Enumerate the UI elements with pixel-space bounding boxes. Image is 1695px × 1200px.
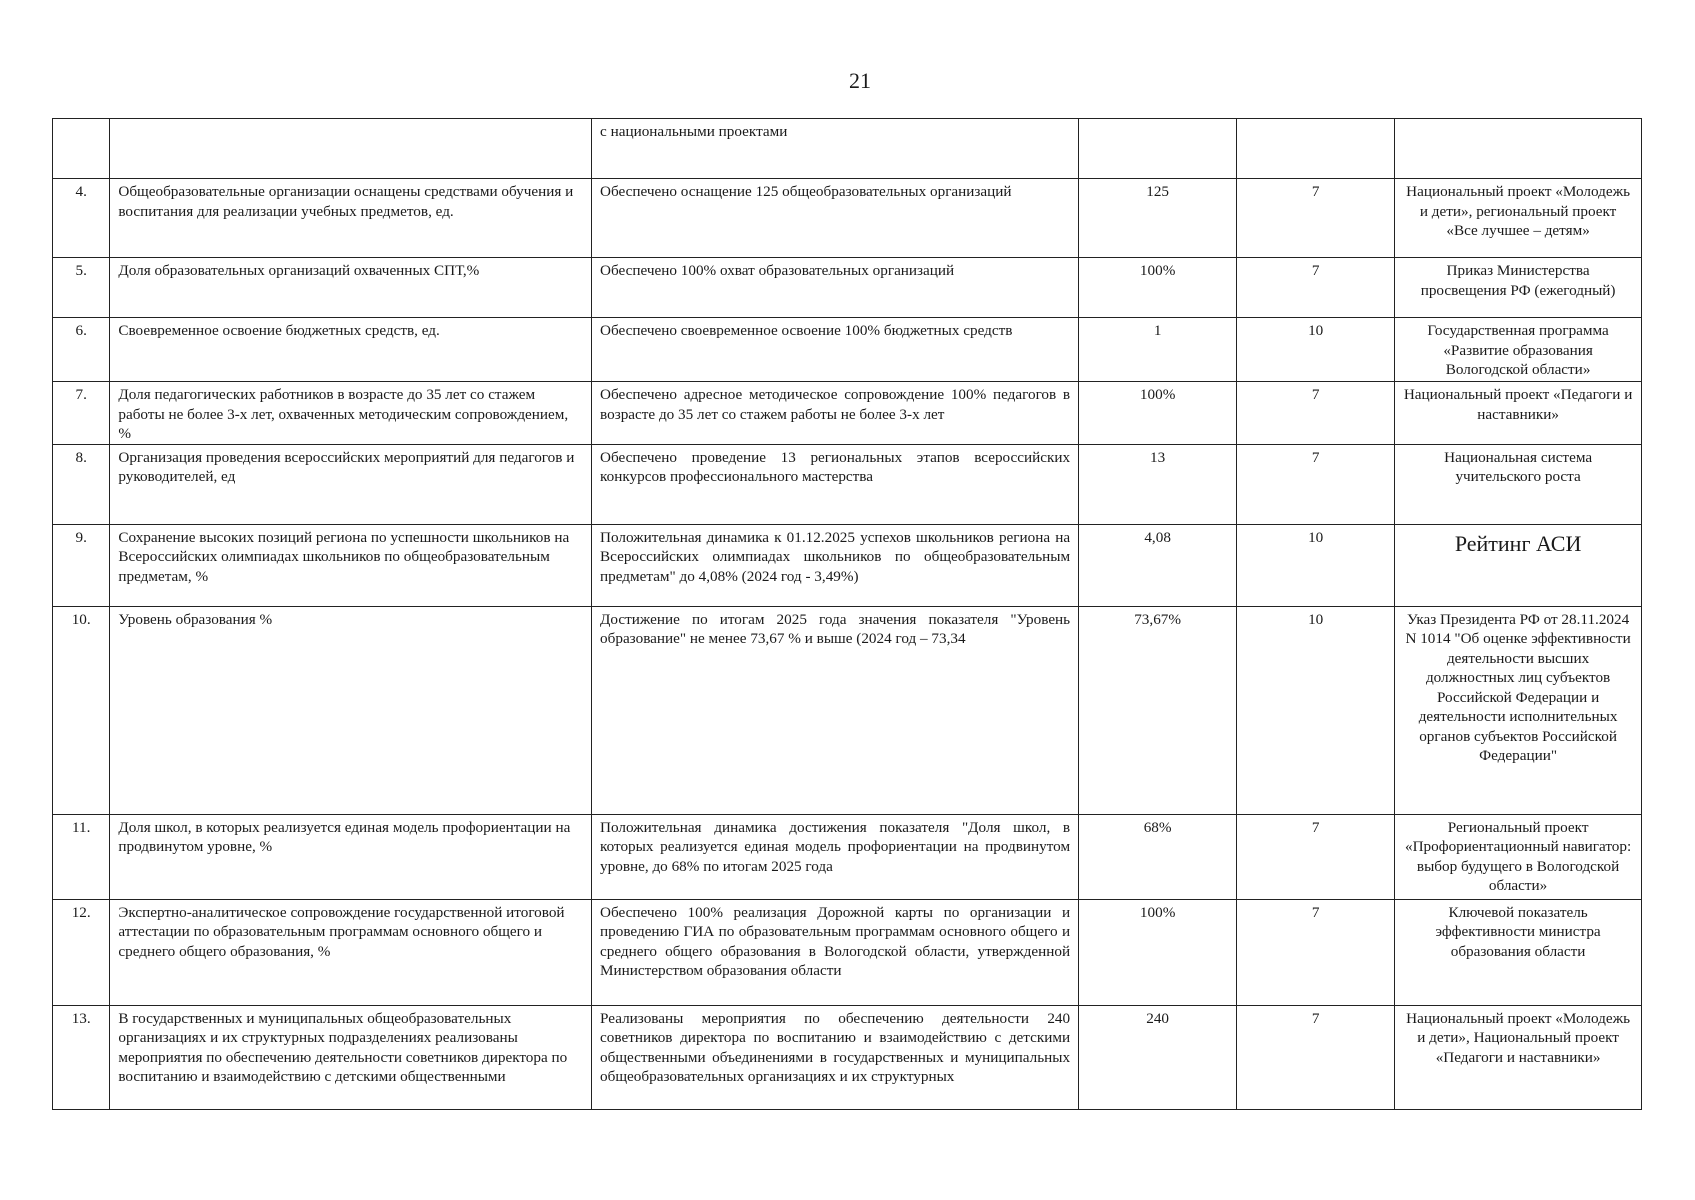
value-cell: 4,08 [1079,524,1237,606]
result-cell: Положительная динамика достижения показателя "Доля школ, в которых реализуется единая модель профориентации на продвинутом уровне, до 68% по итогам 2025 года [592,814,1079,899]
row-number: 12. [53,899,110,1005]
row-number: 10. [53,606,110,814]
source-cell: Национальный проект «Педагоги и наставники» [1395,382,1642,445]
table-row [53,524,1642,606]
result-cell: Достижение по итогам 2025 года значения показателя "Уровень образование" не менее 73,67 % и выше (2024 год – 73,34 [592,606,1079,814]
value-cell [1079,119,1237,179]
source-cell [1395,119,1642,179]
table-row [53,318,1642,382]
indicators-table [52,118,1642,1110]
indicator-cell: Организация проведения всероссийских мероприятий для педагогов и руководителей, ед [110,444,592,524]
points-cell: 7 [1237,382,1395,445]
page-number: 21 [849,68,871,93]
points-cell: 10 [1237,524,1395,606]
result-cell: Обеспечено 100% реализация Дорожной карты по организации и проведению ГИА по образовательным программам основного общего и среднего общего образования в Вологодской области, утвержденной Министерством образования области [592,899,1079,1005]
points-cell: 7 [1237,179,1395,258]
table-row [53,179,1642,258]
result-cell: Положительная динамика к 01.12.2025 успехов школьников региона на Всероссийских олимпиадах школьников по общеобразовательным предметам" до 4,08% (2024 год - 3,49%) [592,524,1079,606]
source-cell: Национальная система учительского роста [1395,444,1642,524]
points-cell [1237,119,1395,179]
indicator-cell: Общеобразовательные организации оснащены средствами обучения и воспитания для реализации учебных предметов, ед. [110,179,592,258]
source-cell: Рейтинг АСИ [1454,530,1582,556]
value-cell: 100% [1079,899,1237,1005]
points-cell: 7 [1237,1005,1395,1109]
table-row [53,606,1642,814]
indicator-cell: Экспертно-аналитическое сопровождение государственной итоговой аттестации по образовательным программам основного общего и среднего общего образования, % [110,899,592,1005]
table-row [53,258,1642,318]
row-number: 11. [53,814,110,899]
value-cell: 13 [1079,444,1237,524]
row-number [53,119,110,179]
source-cell: Региональный проект «Профориентационный навигатор: выбор будущего в Вологодской области» [1395,814,1642,899]
source-cell: Приказ Министерства просвещения РФ (ежегодный) [1395,258,1642,318]
result-cell: Обеспечено 100% охват образовательных организаций [592,258,1079,318]
indicator-cell: Доля педагогических работников в возрасте до 35 лет со стажем работы не более 3-х лет, охваченных методическим сопровождением, % [110,382,592,445]
indicator-cell: В государственных и муниципальных общеобразовательных организациях и их структурных подразделениях реализованы мероприятия по обеспечению деятельности советников директора по воспитанию и взаимодействию с детскими общественными [110,1005,592,1109]
points-cell: 10 [1237,606,1395,814]
row-number: 4. [53,179,110,258]
value-cell: 100% [1079,258,1237,318]
value-cell: 125 [1079,179,1237,258]
row-number: 5. [53,258,110,318]
result-cell: с национальными проектами [592,119,1079,179]
result-cell: Реализованы мероприятия по обеспечению деятельности 240 советников директора по воспитанию и взаимодействию с детскими общественными объединениями в государственных и муниципальных общеобразовательных организациях и их структурных [592,1005,1079,1109]
result-cell: Обеспечено своевременное освоение 100% бюджетных средств [592,318,1079,382]
table-row [53,382,1642,445]
source-cell: Национальный проект «Молодежь и дети», Национальный проект «Педагоги и наставники» [1395,1005,1642,1109]
points-cell: 7 [1237,899,1395,1005]
table-row [53,814,1642,899]
row-number: 8. [53,444,110,524]
indicator-cell: Доля образовательных организаций охваченных СПТ,% [110,258,592,318]
source-cell: Указ Президента РФ от 28.11.2024 N 1014 "Об оценке эффективности деятельности высших должностных лиц субъектов Российской Федерации и деятельности исполнительных органов субъектов Российской Федерации" [1395,606,1642,814]
table-row [53,119,1642,179]
indicator-cell: Доля школ, в которых реализуется единая модель профориентации на продвинутом уровне, % [110,814,592,899]
table-row [53,1005,1642,1109]
value-cell: 1 [1079,318,1237,382]
result-cell: Обеспечено адресное методическое сопровождение 100% педагогов в возрасте до 35 лет со стажем работы не более 3-х лет [592,382,1079,445]
result-cell: Обеспечено оснащение 125 общеобразовательных организаций [592,179,1079,258]
row-number: 6. [53,318,110,382]
indicator-cell: Своевременное освоение бюджетных средств, ед. [110,318,592,382]
indicator-cell: Сохранение высоких позиций региона по успешности школьников на Всероссийских олимпиадах школьников по общеобразовательным предметам, % [110,524,592,606]
points-cell: 7 [1237,444,1395,524]
source-cell: Государственная программа «Развитие образования Вологодской области» [1395,318,1642,382]
result-cell: Обеспечено проведение 13 региональных этапов всероссийских конкурсов профессионального мастерства [592,444,1079,524]
value-cell: 68% [1079,814,1237,899]
points-cell: 7 [1237,814,1395,899]
indicator-cell: Уровень образования % [110,606,592,814]
indicator-cell [110,119,592,179]
value-cell: 100% [1079,382,1237,445]
table-row [53,444,1642,524]
points-cell: 7 [1237,258,1395,318]
points-cell: 10 [1237,318,1395,382]
table-row [53,899,1642,1005]
row-number: 7. [53,382,110,445]
row-number: 9. [53,524,110,606]
source-cell: Национальный проект «Молодежь и дети», региональный проект «Все лучшее – детям» [1395,179,1642,258]
row-number: 13. [53,1005,110,1109]
value-cell: 240 [1079,1005,1237,1109]
value-cell: 73,67% [1079,606,1237,814]
source-cell: Ключевой показатель эффективности министра образования области [1395,899,1642,1005]
